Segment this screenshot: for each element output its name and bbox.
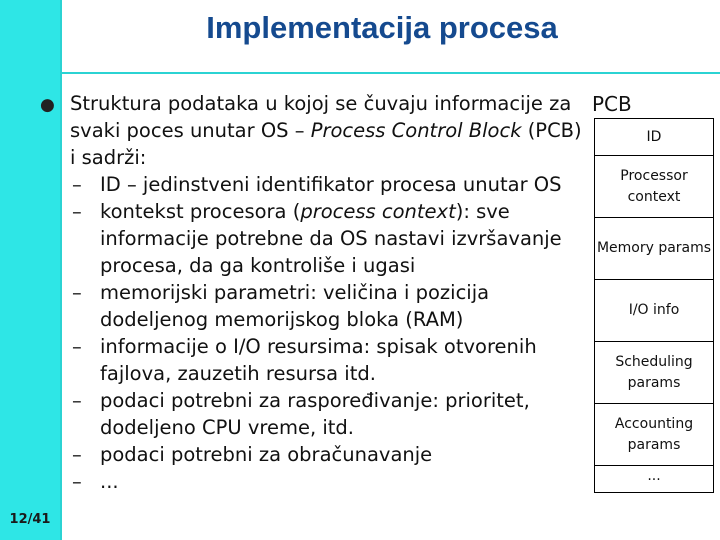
list-item: – ... bbox=[72, 470, 119, 493]
pcb-diagram bbox=[594, 118, 714, 493]
dash-icon: – bbox=[72, 335, 82, 358]
list-item: – ID – jedinstveni identifikator procesa unutar OS bbox=[72, 173, 562, 196]
title-underline bbox=[62, 72, 720, 74]
pcb-field-id: ID bbox=[595, 119, 713, 156]
slide-title: Implementacija procesa bbox=[206, 10, 558, 45]
left-divider-line bbox=[60, 0, 62, 540]
pcb-field-more: ... bbox=[647, 468, 661, 484]
dash-icon: – bbox=[72, 443, 82, 466]
pcb-field-scheduling-params: Scheduling params bbox=[595, 342, 713, 404]
dash-icon: – bbox=[72, 173, 82, 196]
dash-icon: – bbox=[72, 200, 82, 223]
pcb-field-io-info: I/O info bbox=[595, 280, 713, 342]
pcb-field-memory-params: Memory params bbox=[595, 218, 713, 280]
dash-icon: – bbox=[72, 281, 82, 304]
main-bullet bbox=[40, 90, 590, 171]
pcb-contents-list bbox=[70, 171, 590, 495]
dash-icon: – bbox=[72, 389, 82, 412]
page-number: 12/41 bbox=[9, 512, 51, 527]
list-item: – memorijski parametri: veličina i pozicija dodeljenog memorijskog bloka (RAM) bbox=[72, 281, 490, 331]
pcb-diagram-label: PCB bbox=[592, 92, 632, 116]
left-accent-bar bbox=[0, 0, 60, 540]
list-item: – kontekst procesora (process context): sve informacije potrebne da OS nastavi izvršavanje procesa, da ga kontroliše i ugasi bbox=[72, 200, 562, 277]
slide-content bbox=[40, 90, 590, 495]
list-item: – podaci potrebni za obračunavanje bbox=[72, 443, 433, 466]
list-item: – podaci potrebni za raspoređivanje: prioritet, dodeljeno CPU vreme, itd. bbox=[72, 389, 530, 439]
list-item: – informacije o I/O resursima: spisak otvorenih fajlova, zauzetih resursa itd. bbox=[72, 335, 537, 385]
dash-icon: – bbox=[72, 470, 82, 493]
pcb-field-processor-context: Processor context bbox=[595, 156, 713, 218]
pcb-field-accounting-params: Accounting params bbox=[595, 404, 713, 466]
main-bullet-text: Struktura podataka u kojoj se čuvaju informacije za svaki poces unutar OS – Process Control Block (PCB) i sadrži: bbox=[70, 92, 582, 169]
bullet-dot-icon: ● bbox=[40, 95, 55, 115]
